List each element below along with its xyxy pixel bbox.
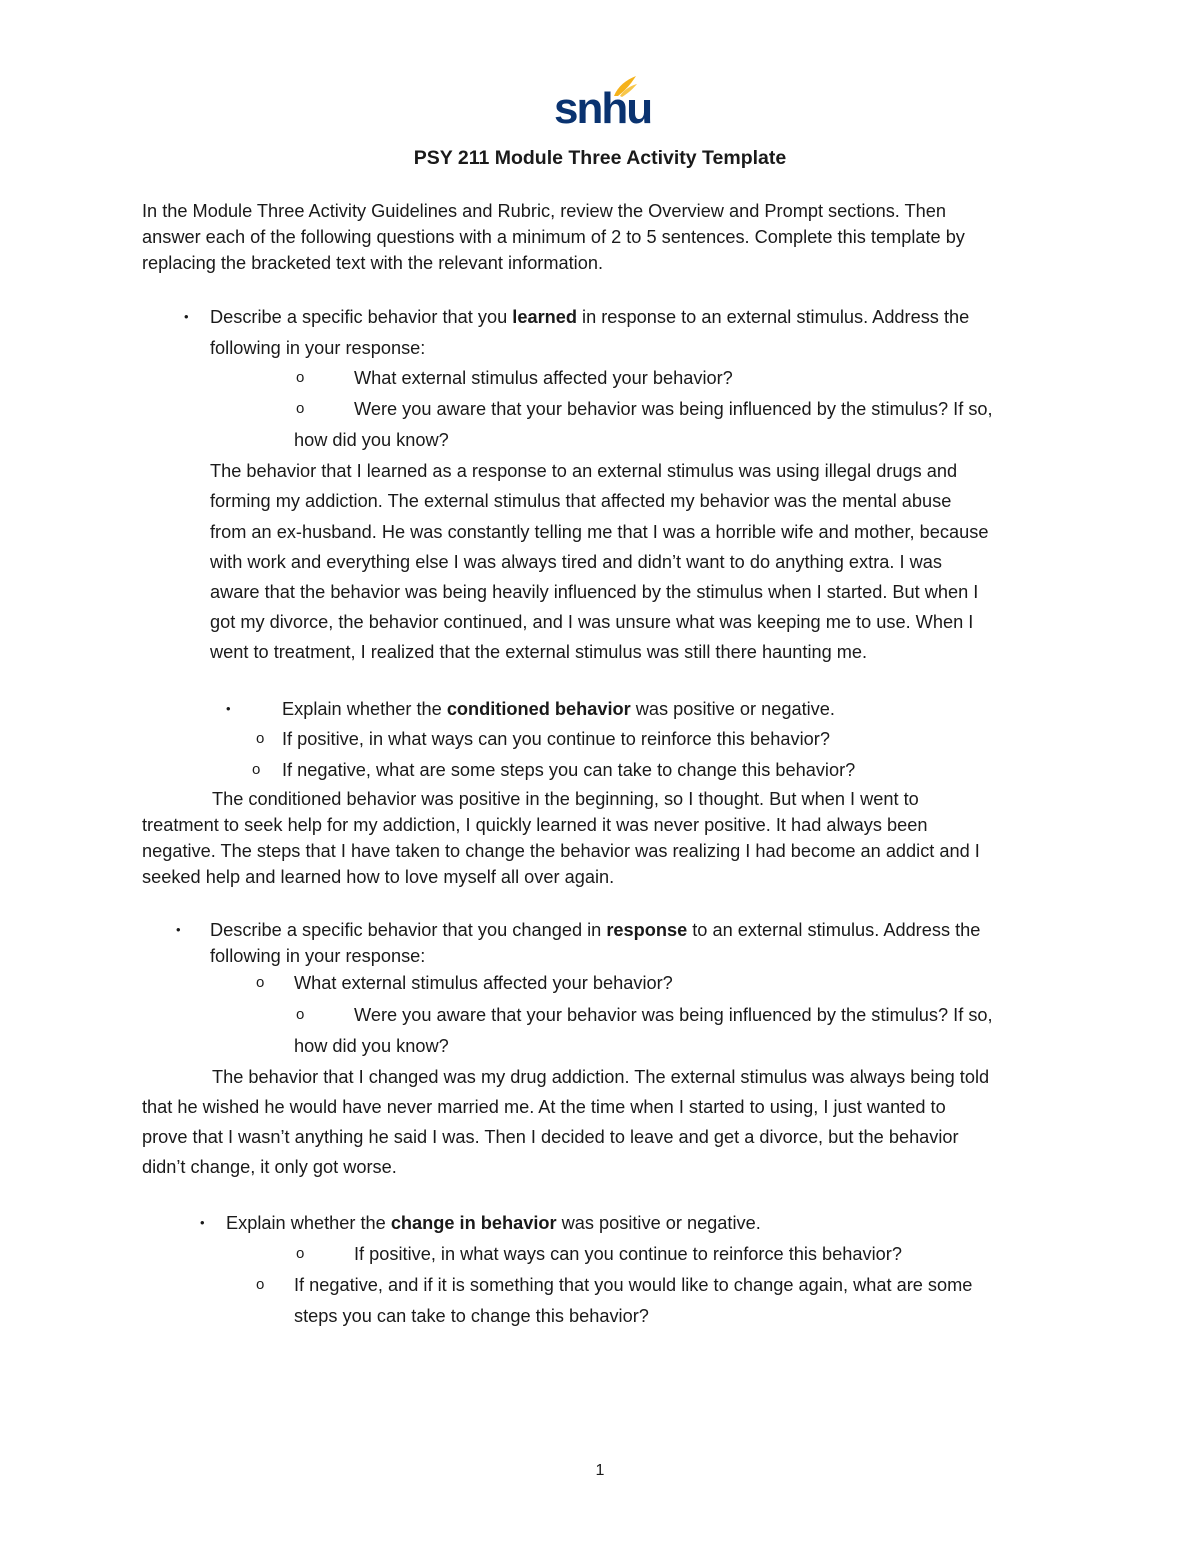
intro-line: answer each of the following questions with a minimum of 2 to 5 sentences. Complete this template by <box>142 227 965 247</box>
question-3-cont: following in your response: <box>210 946 426 966</box>
answer-1-line: The behavior that I learned as a response to an external stimulus was using illegal drugs and <box>210 461 958 481</box>
answer-3-line: that he wished he would have never married me. At the time when I started to using, I just wanted to <box>142 1097 946 1117</box>
answer-3-line: The behavior that I changed was my drug addiction. The external stimulus was always being told <box>212 1067 990 1087</box>
answer-3-line: prove that I wasn’t anything he said I was. Then I decided to leave and get a divorce, but the behavior <box>142 1127 959 1147</box>
snhu-logo <box>554 74 652 134</box>
sub-bullet-glyph: o <box>256 974 265 991</box>
question-2-sub-2: If negative, what are some steps you can take to change this behavior? <box>282 760 856 780</box>
answer-2-line: seeked help and learned how to love myself all over again. <box>142 867 615 887</box>
question-1-cont: following in your response: <box>210 338 426 358</box>
question-2: Explain whether the conditioned behavior was positive or negative. <box>282 699 835 719</box>
answer-2-line: treatment to seek help for my addiction, I quickly learned it was never positive. It had always been <box>142 815 928 835</box>
question-1: Describe a specific behavior that you learned in response to an external stimulus. Address the <box>210 307 970 327</box>
answer-1-line: from an ex-husband. He was constantly telling me that I was a horrible wife and mother, because <box>210 522 989 542</box>
question-4-sub-2-cont: steps you can take to change this behavior? <box>294 1306 649 1326</box>
question-3: Describe a specific behavior that you changed in response to an external stimulus. Address the <box>210 920 981 940</box>
question-3-sub-1: What external stimulus affected your behavior? <box>294 973 673 993</box>
intro-line: replacing the bracketed text with the relevant information. <box>142 253 604 273</box>
answer-1-line: aware that the behavior was being heavily influenced by the stimulus when I started. But when I <box>210 582 979 602</box>
question-1-sub-2: Were you aware that your behavior was being influenced by the stimulus? If so, <box>354 399 993 419</box>
bullet-glyph: • <box>226 701 231 716</box>
bullet-glyph: • <box>176 922 181 937</box>
answer-1-line: went to treatment, I realized that the external stimulus was still there haunting me. <box>210 642 868 662</box>
answer-2-line: The conditioned behavior was positive in the beginning, so I thought. But when I went to <box>212 789 919 809</box>
sub-bullet-glyph: o <box>252 761 261 778</box>
answer-2-line: negative. The steps that I have taken to change the behavior was realizing I had become an addict and I <box>142 841 980 861</box>
sub-bullet-glyph: o <box>256 1276 265 1293</box>
answer-1-line: got my divorce, the behavior continued, and I was unsure what was keeping me to use. When I <box>210 612 974 632</box>
bullet-glyph: • <box>200 1215 205 1230</box>
answer-1-line: forming my addiction. The external stimulus that affected my behavior was the mental abuse <box>210 491 952 511</box>
sub-bullet-glyph: o <box>296 400 305 417</box>
question-3-sub-2-cont: how did you know? <box>294 1036 449 1056</box>
page-number: 1 <box>595 1462 605 1479</box>
answer-3-line: didn’t change, it only got worse. <box>142 1157 397 1177</box>
page-title: PSY 211 Module Three Activity Template <box>413 147 787 169</box>
intro-line: In the Module Three Activity Guidelines and Rubric, review the Overview and Prompt sections. Then <box>142 201 947 221</box>
answer-1-line: with work and everything else I was always tired and didn’t want to do anything extra. I was <box>210 552 942 572</box>
question-4-sub-2: If negative, and if it is something that you would like to change again, what are some <box>294 1275 973 1295</box>
question-1-sub-2-cont: how did you know? <box>294 430 449 450</box>
logo-wordmark: snhu <box>554 84 652 133</box>
sub-bullet-glyph: o <box>256 730 265 747</box>
question-1-sub-1: What external stimulus affected your behavior? <box>354 368 733 388</box>
sub-bullet-glyph: o <box>296 1006 305 1023</box>
question-3-sub-2: Were you aware that your behavior was being influenced by the stimulus? If so, <box>354 1005 993 1025</box>
bullet-glyph: • <box>184 309 189 324</box>
question-4: Explain whether the change in behavior was positive or negative. <box>226 1213 761 1233</box>
question-4-sub-1: If positive, in what ways can you continue to reinforce this behavior? <box>354 1244 902 1264</box>
sub-bullet-glyph: o <box>296 369 305 386</box>
question-2-sub-1: If positive, in what ways can you continue to reinforce this behavior? <box>282 729 830 749</box>
sub-bullet-glyph: o <box>296 1245 305 1262</box>
